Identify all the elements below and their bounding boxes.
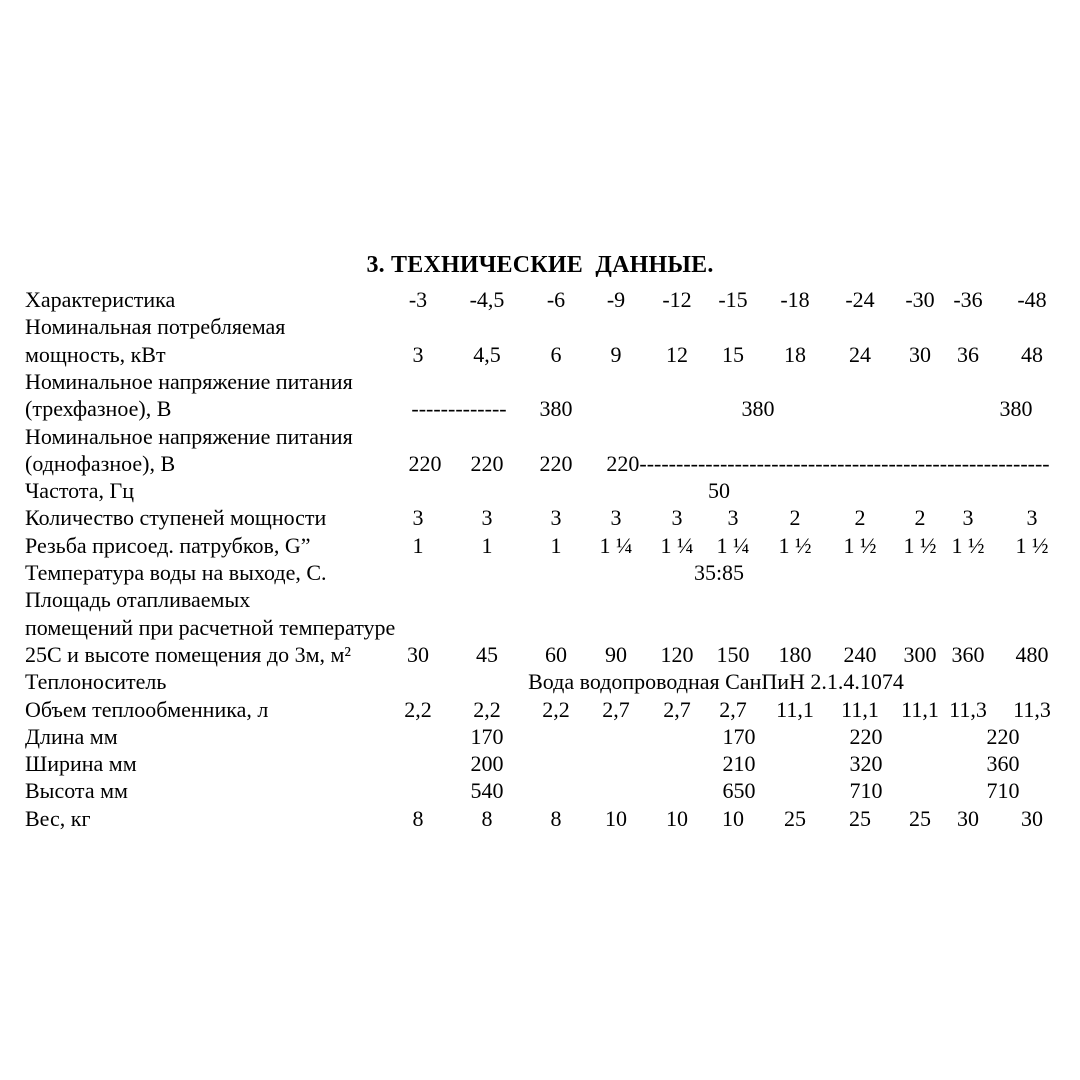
table-cell: 1 ¼ [660, 533, 694, 558]
table-cell: 3 [550, 505, 562, 530]
table-cell: 3 [610, 505, 622, 530]
table-cell: 4,5 [473, 342, 501, 367]
table-cell: 10 [666, 806, 688, 831]
table-cell: 220 [986, 724, 1020, 749]
row-label: помещений при расчетной температуре [25, 615, 396, 640]
table-cell: 35:85 [693, 560, 745, 585]
table-cell: 1 ½ [903, 533, 937, 558]
table-cell: 36 [957, 342, 979, 367]
table-cell: -6 [546, 287, 566, 312]
row-label: Характеристика [25, 287, 176, 312]
table-cell: 300 [903, 642, 937, 667]
table-cell: 6 [550, 342, 562, 367]
table-cell: 1 ¼ [716, 533, 750, 558]
table-cell: -24 [845, 287, 875, 312]
table-cell: 50 [708, 478, 730, 503]
row-label: Номинальная потребляемая [25, 314, 286, 339]
table-cell: -15 [718, 287, 748, 312]
table-cell: 11,1 [776, 697, 814, 722]
table-cell: 25 [784, 806, 806, 831]
table-cell: 8 [481, 806, 493, 831]
table-cell: ------------- [411, 396, 507, 421]
table-cell: 11,3 [1013, 697, 1051, 722]
table-cell: 710 [986, 778, 1020, 803]
table-cell: 650 [722, 778, 756, 803]
table-cell: 1 ¼ [599, 533, 633, 558]
row-label: Объем теплообменника, л [25, 697, 269, 722]
table-cell: 220 [849, 724, 883, 749]
table-cell: -3 [408, 287, 428, 312]
table-cell: 3 [1026, 505, 1038, 530]
table-cell: 2 [914, 505, 926, 530]
table-cell: 48 [1021, 342, 1043, 367]
table-cell: -48 [1017, 287, 1047, 312]
table-cell: -12 [662, 287, 692, 312]
table-cell: 360 [951, 642, 985, 667]
table-cell: 220-------------------------------------------------------- [606, 451, 1050, 476]
row-label: 25С и высоте помещения до 3м, м² [25, 642, 352, 667]
row-label: (трехфазное), В [25, 396, 172, 421]
row-label: Резьба присоед. патрубков, G” [25, 533, 311, 558]
table-cell: 3 [412, 342, 424, 367]
row-label: Номинальное напряжение питания [25, 369, 353, 394]
table-cell: 11,3 [949, 697, 987, 722]
table-cell: 25 [909, 806, 931, 831]
row-label: Количество ступеней мощности [25, 505, 327, 530]
table-cell: 8 [550, 806, 562, 831]
table-cell: 3 [962, 505, 974, 530]
table-cell: 30 [909, 342, 931, 367]
row-label: Вес, кг [25, 806, 91, 831]
table-cell: 180 [778, 642, 812, 667]
table-cell: 25 [849, 806, 871, 831]
row-label: Ширина мм [25, 751, 137, 776]
table-cell: 220 [539, 451, 573, 476]
table-cell: 240 [843, 642, 877, 667]
table-cell: Вода водопроводная СанПиН 2.1.4.1074 [528, 669, 904, 694]
table-cell: 10 [722, 806, 744, 831]
table-cell: 170 [722, 724, 756, 749]
table-cell: 2,2 [473, 697, 501, 722]
table-cell: 170 [470, 724, 504, 749]
table-cell: 380 [539, 396, 573, 421]
table-cell: 200 [470, 751, 504, 776]
table-cell: 30 [407, 642, 429, 667]
table-cell: 12 [666, 342, 688, 367]
table-cell: 1 [412, 533, 424, 558]
table-cell: 2,7 [663, 697, 691, 722]
table-cell: 60 [545, 642, 567, 667]
table-cell: 2 [789, 505, 801, 530]
row-label: Длина мм [25, 724, 118, 749]
table-cell: 30 [957, 806, 979, 831]
table-cell: 540 [470, 778, 504, 803]
table-cell: 3 [481, 505, 493, 530]
table-cell: 10 [605, 806, 627, 831]
table-cell: 150 [716, 642, 750, 667]
table-cell: -18 [780, 287, 810, 312]
table-cell: 220 [470, 451, 504, 476]
table-cell: 30 [1021, 806, 1043, 831]
table-cell: 1 [550, 533, 562, 558]
table-cell: 1 ½ [1015, 533, 1049, 558]
table-cell: 45 [476, 642, 498, 667]
table-cell: 3 [671, 505, 683, 530]
table-cell: 710 [849, 778, 883, 803]
table-cell: 380 [999, 396, 1033, 421]
row-label: (однофазное), В [25, 451, 176, 476]
table-cell: 2,2 [404, 697, 432, 722]
table-cell: 480 [1015, 642, 1049, 667]
table-cell: 3 [412, 505, 424, 530]
table-cell: -9 [606, 287, 626, 312]
table-cell: 11,1 [901, 697, 939, 722]
table-cell: 1 ½ [951, 533, 985, 558]
table-cell: 1 ½ [843, 533, 877, 558]
table-cell: 380 [741, 396, 775, 421]
page-title: 3. ТЕХНИЧЕСКИЕ ДАННЫЕ. [366, 252, 714, 278]
table-cell: 18 [784, 342, 806, 367]
row-label: Теплоноситель [25, 669, 167, 694]
table-cell: 11,1 [841, 697, 879, 722]
row-label: Частота, Гц [25, 478, 135, 503]
row-label: Температура воды на выходе, С. [25, 560, 327, 585]
table-cell: 220 [408, 451, 442, 476]
table-cell: 1 [481, 533, 493, 558]
table-cell: 2,2 [542, 697, 570, 722]
table-cell: 2 [854, 505, 866, 530]
table-cell: 15 [722, 342, 744, 367]
row-label: Номинальное напряжение питания [25, 424, 353, 449]
table-cell: 24 [849, 342, 871, 367]
row-label: Высота мм [25, 778, 128, 803]
table-cell: 1 ½ [778, 533, 812, 558]
table-cell: 2,7 [719, 697, 747, 722]
table-cell: -4,5 [469, 287, 505, 312]
table-cell: 320 [849, 751, 883, 776]
table-cell: 90 [605, 642, 627, 667]
table-cell: 360 [986, 751, 1020, 776]
table-cell: 2,7 [602, 697, 630, 722]
table-cell: -36 [953, 287, 983, 312]
table-cell: 8 [412, 806, 424, 831]
table-cell: 9 [610, 342, 622, 367]
table-cell: -30 [905, 287, 935, 312]
row-label: мощность, кВт [25, 342, 166, 367]
table-cell: 120 [660, 642, 694, 667]
row-label: Площадь отапливаемых [25, 587, 251, 612]
table-cell: 3 [727, 505, 739, 530]
table-cell: 210 [722, 751, 756, 776]
